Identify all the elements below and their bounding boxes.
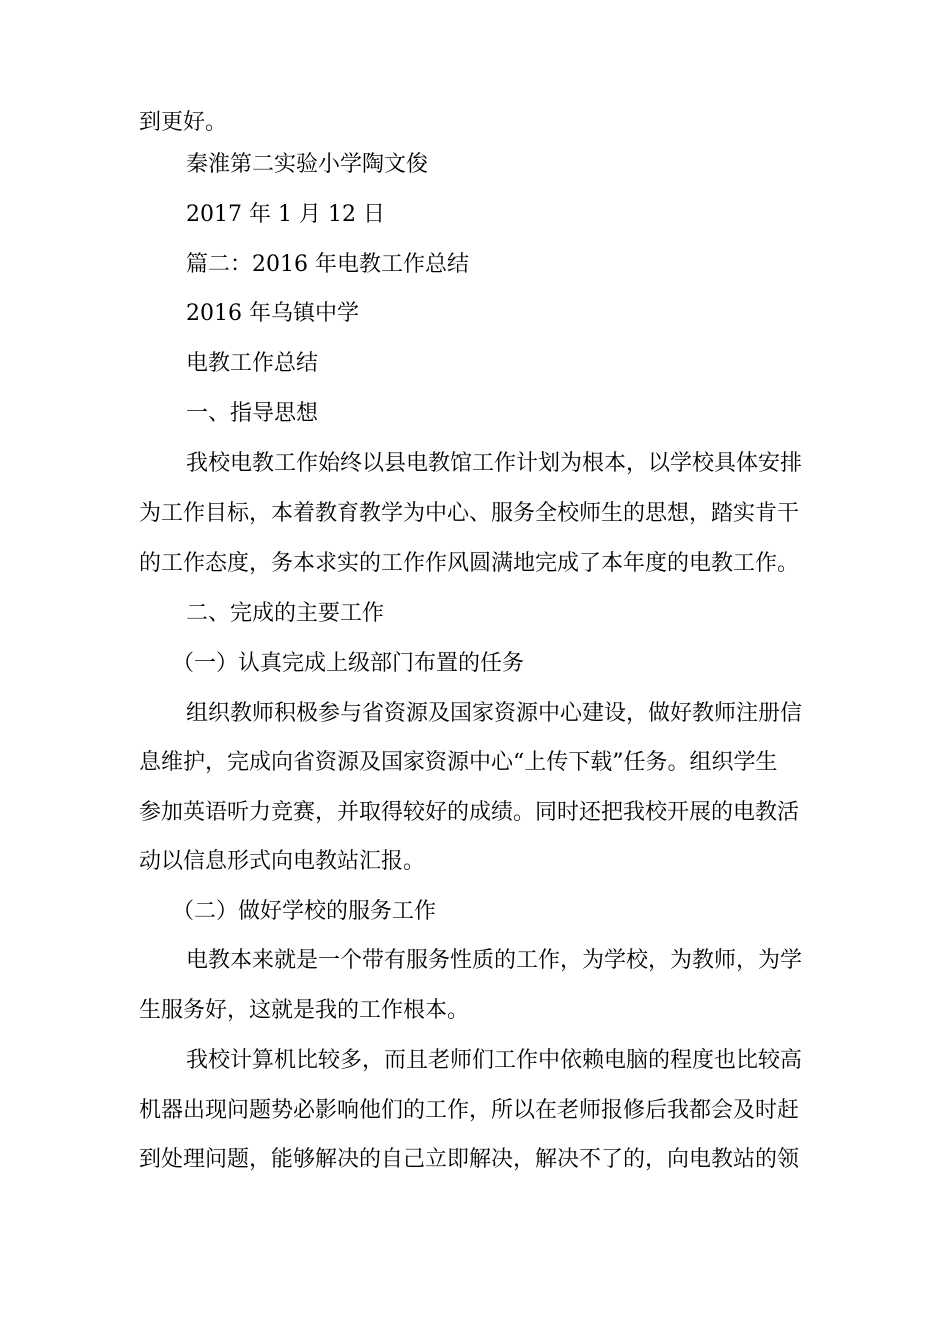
heading-line: 一、指导思想 <box>186 401 319 426</box>
subheading-line: （二）做好学校的服务工作 <box>172 899 437 924</box>
author-line: 秦淮第二实验小学陶文俊 <box>186 152 429 177</box>
heading-line: 二、完成的主要工作 <box>186 601 385 626</box>
paragraph-line: 组织教师积极参与省资源及国家资源中心建设，做好教师注册信 <box>186 701 803 726</box>
text-line: 到更好。 <box>139 110 228 135</box>
section-title: 篇二：2016 年电教工作总结 <box>186 252 469 277</box>
paragraph-line: 动以信息形式向电教站汇报。 <box>139 849 426 874</box>
paragraph-line: 电教本来就是一个带有服务性质的工作，为学校，为教师，为学 <box>186 948 803 973</box>
paragraph-line: 参加英语听力竞赛，并取得较好的成绩。同时还把我校开展的电教活 <box>139 800 800 825</box>
subheading-line: （一）认真完成上级部门布置的任务 <box>172 651 525 676</box>
paragraph-line: 我校计算机比较多，而且老师们工作中依赖电脑的程度也比较高 <box>186 1048 803 1073</box>
date-line: 2017 年 1 月 12 日 <box>186 202 385 227</box>
paragraph-line: 为工作目标，本着教育教学为中心、服务全校师生的思想，踏实肯干 <box>139 501 800 526</box>
subtitle-line: 电教工作总结 <box>186 351 319 376</box>
paragraph-line: 生服务好，这就是我的工作根本。 <box>139 998 470 1023</box>
subtitle-line: 2016 年乌镇中学 <box>186 301 359 326</box>
paragraph-line: 的工作态度，务本求实的工作作风圆满地完成了本年度的电教工作。 <box>139 551 800 576</box>
paragraph-line: 到处理问题，能够解决的自己立即解决，解决不了的，向电教站的领 <box>139 1147 800 1172</box>
paragraph-line: 我校电教工作始终以县电教馆工作计划为根本，以学校具体安排 <box>186 451 803 476</box>
paragraph-line: 息维护，完成向省资源及国家资源中心“上传下载”任务。组织学生 <box>139 750 778 775</box>
paragraph-line: 机器出现问题势必影响他们的工作，所以在老师报修后我都会及时赶 <box>139 1098 800 1123</box>
